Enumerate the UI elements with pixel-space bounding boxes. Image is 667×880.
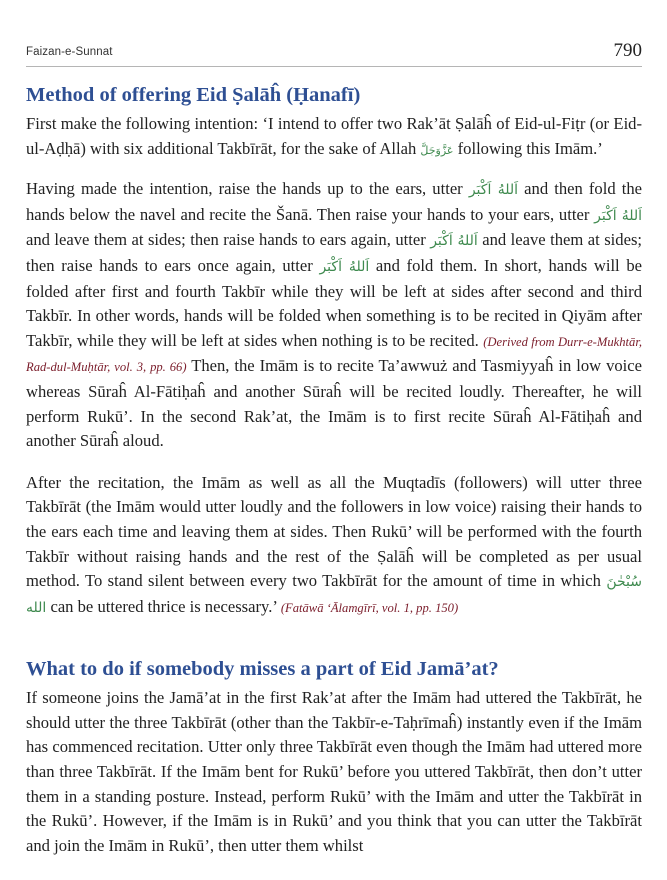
page-content: [26, 78, 642, 858]
paragraph-gap: [26, 454, 642, 471]
takbir-procedure-paragraph: [26, 177, 642, 454]
text-run: and fold them. In short, hands will be folded after first and fourth Takbīr while they will be left at sides after second and third Takbīr. In other words, hands will be folded when something is to be recited in Qiyām after Takbīr, while they will be left at sides when nothing is to be recited.: [26, 255, 643, 350]
paragraph-gap: [26, 163, 642, 177]
text-run: Then, the Imām is to recite Ta’awwuż and Tasmiyyaĥ in low voice whereas Sūraĥ Al-Fātiḥaĥ and another Sūraĥ will be recited loudly. Thereafter, he will perform Rukū’. In the second Rak’at, the Imām is to first recite Sūraĥ Al-Fātiḥaĥ and another Sūraĥ aloud.: [26, 356, 642, 451]
section-heading: Method of offering Eid Ṣalāĥ (Ḥanafī): [26, 84, 361, 106]
text-run: and leave them at sides; then raise hands to ears again, utter: [26, 230, 426, 250]
text-run: Having made the intention, raise the hands up to the ears, utter: [26, 179, 463, 199]
arabic-takbir: اَللهُ اَكْبَر: [319, 258, 370, 275]
arabic-honorific: عَزَّوَجَلَّ: [420, 143, 454, 157]
book-title: Faizan-e-Sunnat: [26, 46, 113, 58]
running-header: [26, 40, 642, 67]
arabic-takbir: اَللهُ اَكْبَر: [594, 207, 642, 224]
section-missed-jamaat: [26, 652, 642, 858]
text-run: and then fold the hands below the navel and recite the Šanā. Then raise your hands to your ears, utter: [26, 179, 643, 224]
text-run: After the recitation, the Imām as well as all the Muqtadīs (followers) will utter three Takbīrāt (the Imām would utter loudly and the followers in low voice) raising their hands to the ears each time and leaving them at sides. Then Rukū’ will be performed with the fourth Takbīr without raising hands and the rest of the Ṣalāĥ will be completed as per usual method. To stand silent between every two Takbīrāt for the amount of time in which: [26, 472, 642, 591]
text-run: and leave them at sides; then raise hands to ears once again, utter: [26, 230, 643, 275]
page-number: 790: [613, 40, 642, 61]
citation-reference: (Derived from Durr-e-Mukhtār, Rad-dul-Muḥtār, vol. 3, pp. 66): [26, 334, 643, 375]
missed-jamaat-paragraph: [26, 686, 642, 858]
section-heading: What to do if somebody misses a part of Eid Jamā’at?: [26, 658, 499, 681]
recitation-paragraph: [26, 471, 642, 621]
arabic-takbir: اَللهُ اَكْبَر: [430, 233, 478, 250]
arabic-subhanallah: سُبْحٰنَ الله: [26, 574, 642, 616]
section-eid-salah-method: [26, 78, 642, 620]
arabic-takbir: اَللهُ اَكْبَر: [468, 182, 519, 199]
text-run: First make the following intention: ‘I intend to offer two Rak’āt Ṣalāĥ of Eid-ul-Fiṭr (or Eid-ul-Aḍḥā) with six additional Takbīrāt, for the sake of Allah: [26, 114, 642, 158]
intention-paragraph: [26, 112, 642, 163]
text-run: can be uttered thrice is necessary.’: [50, 596, 277, 616]
citation-reference: (Fatāwā ‘Ālamgīrī, vol. 1, pp. 150): [280, 600, 459, 615]
section-gap: [26, 620, 642, 652]
text-run: following this Imām.’: [457, 138, 603, 158]
text-run: If someone joins the Jamā’at in the first Rak’at after the Imām had uttered the Takbīrāt, he should utter the three Takbīrāt (other than the Takbīr-e-Taḥrīmaĥ) instantly even if the Imām has commenced recitation. Utter only three Takbīrāt even though the Imām had uttered more than three Takbīrāt. If the Imām bent for Rukū’ before you uttered Takbīrāt, then don’t utter them in a standing posture. Instead, perform Rukū’ with the Imām and utter the Takbīrāt in the Rukū’. However, if the Imām is in Rukū’ and you think that you can utter the Takbīrāt and join the Imām in Rukū’, then utter them whilst: [26, 688, 642, 855]
